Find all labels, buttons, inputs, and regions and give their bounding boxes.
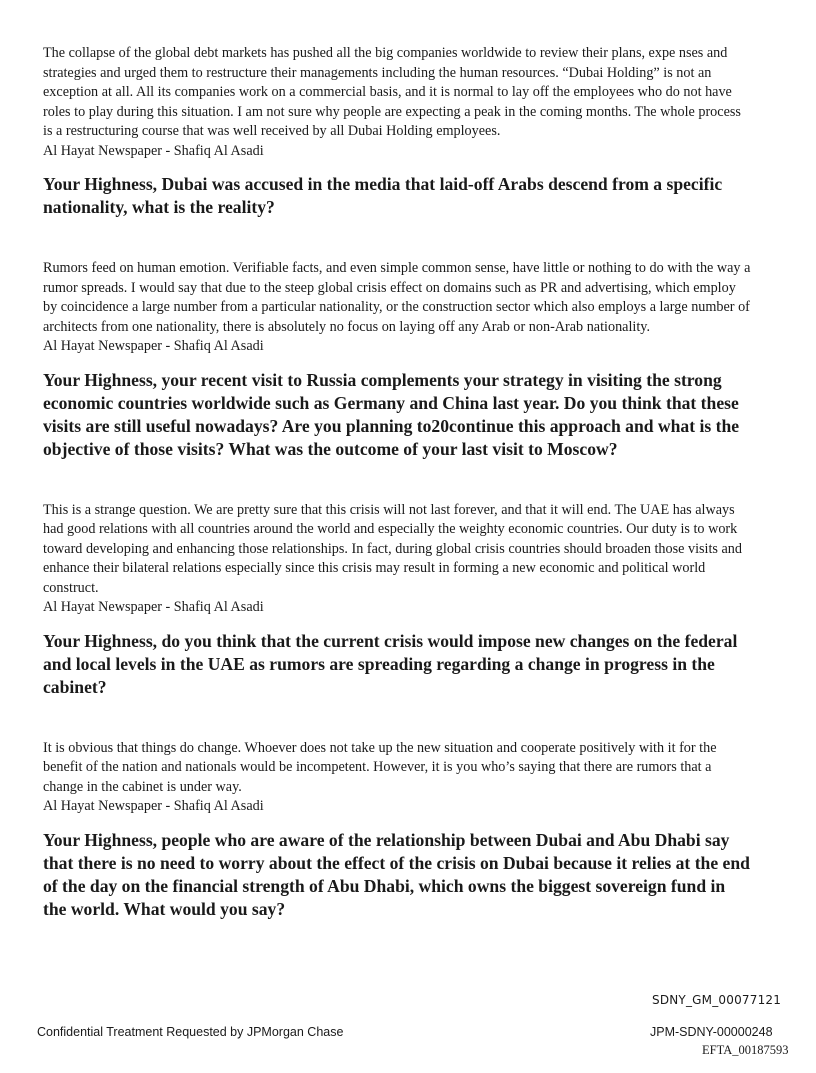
source-attribution: Al Hayat Newspaper - Shafiq Al Asadi [43,599,264,615]
answer-paragraph: This is a strange question. We are pretty sure that this crisis will not last forever, and that it will end. The UAE has always had good relations with all countries around the world and especially the weighty economic countries. Our duty is to work toward developing and enhancing those relationships. In fact, during global crisis countries should broaden those visits and enhance their bilateral relations especially since this crisis may result in forming a new economic and political world construct. [43,501,742,596]
qa-section-4 [43,739,751,921]
answer-paragraph: It is obvious that things do change. Whoever does not take up the new situation and cooperate positively with it for the benefit of the nation and nationals would be incompetent. However, it is you who’s saying that there are rumors that a change in the cabinet is under way. [43,739,717,795]
question-heading: Your Highness, people who are aware of the relationship between Dubai and Abu Dhabi say that there is no need to worry about the effect of the crisis on Dubai because it relies at the end of the day on the financial strength of Abu Dhabi, which owns the biggest sovereign fund in the world. What would you say? [43,829,750,919]
source-attribution: Al Hayat Newspaper - Shafiq Al Asadi [43,142,264,159]
qa-section-3 [43,501,751,699]
jpm-document-id: JPM-SDNY-00000248 [650,1025,773,1039]
question-heading: Your Highness, your recent visit to Russia complements your strategy in visiting the strong economic countries worldwide such as Germany and China last year. Do you think that these visits are still useful nowadays? Are you planning to20continue this approach and what is the objective of those visits? What was the outcome of your last visit to Moscow? [43,369,740,459]
confidential-notice: Confidential Treatment Requested by JPMorgan Chase [37,1025,344,1039]
answer-paragraph: The collapse of the global debt markets has pushed all the big companies worldwide to review their plans, expe nses and strategies and urged them to restructure their managements including the human resources. “Dubai Holding” is not an exception at all. All its companies work on a commercial basis, and it is normal to lay off the employees who do not have roles to play during this situation. I am not sure why people are expecting a peak in the coming months. The whole process is a restructuring course that was well received by all Dubai Holding employees. [43,45,741,139]
answer-paragraph: Rumors feed on human emotion. Verifiable facts, and even simple common sense, have little or nothing to do with the way a rumor spreads. I would say that due to the steep global crisis effect on domains such as PR and advertising, which employ by coincidence a large number from a particular nationality, or the construction sector which also employs a large number of architects from one nationality, there is absolutely no focus on laying off any Arab or non-Arab nationality. [43,260,751,335]
source-attribution: Al Hayat Newspaper - Shafiq Al Asadi [43,338,264,354]
document-body [43,44,751,921]
question-heading: Your Highness, Dubai was accused in the media that laid-off Arabs descend from a specific nationality, what is the reality? [43,174,723,217]
question-heading: Your Highness, do you think that the current crisis would impose new changes on the federal and local levels in the UAE as rumors are spreading regarding a change in progress in the cabinet? [43,630,738,697]
qa-section-1 [43,44,751,219]
efta-document-id: EFTA_00187593 [702,1043,789,1057]
bates-stamp: SDNY_GM_00077121 [652,993,782,1007]
source-attribution: Al Hayat Newspaper - Shafiq Al Asadi [43,798,264,814]
qa-section-2 [43,259,751,461]
